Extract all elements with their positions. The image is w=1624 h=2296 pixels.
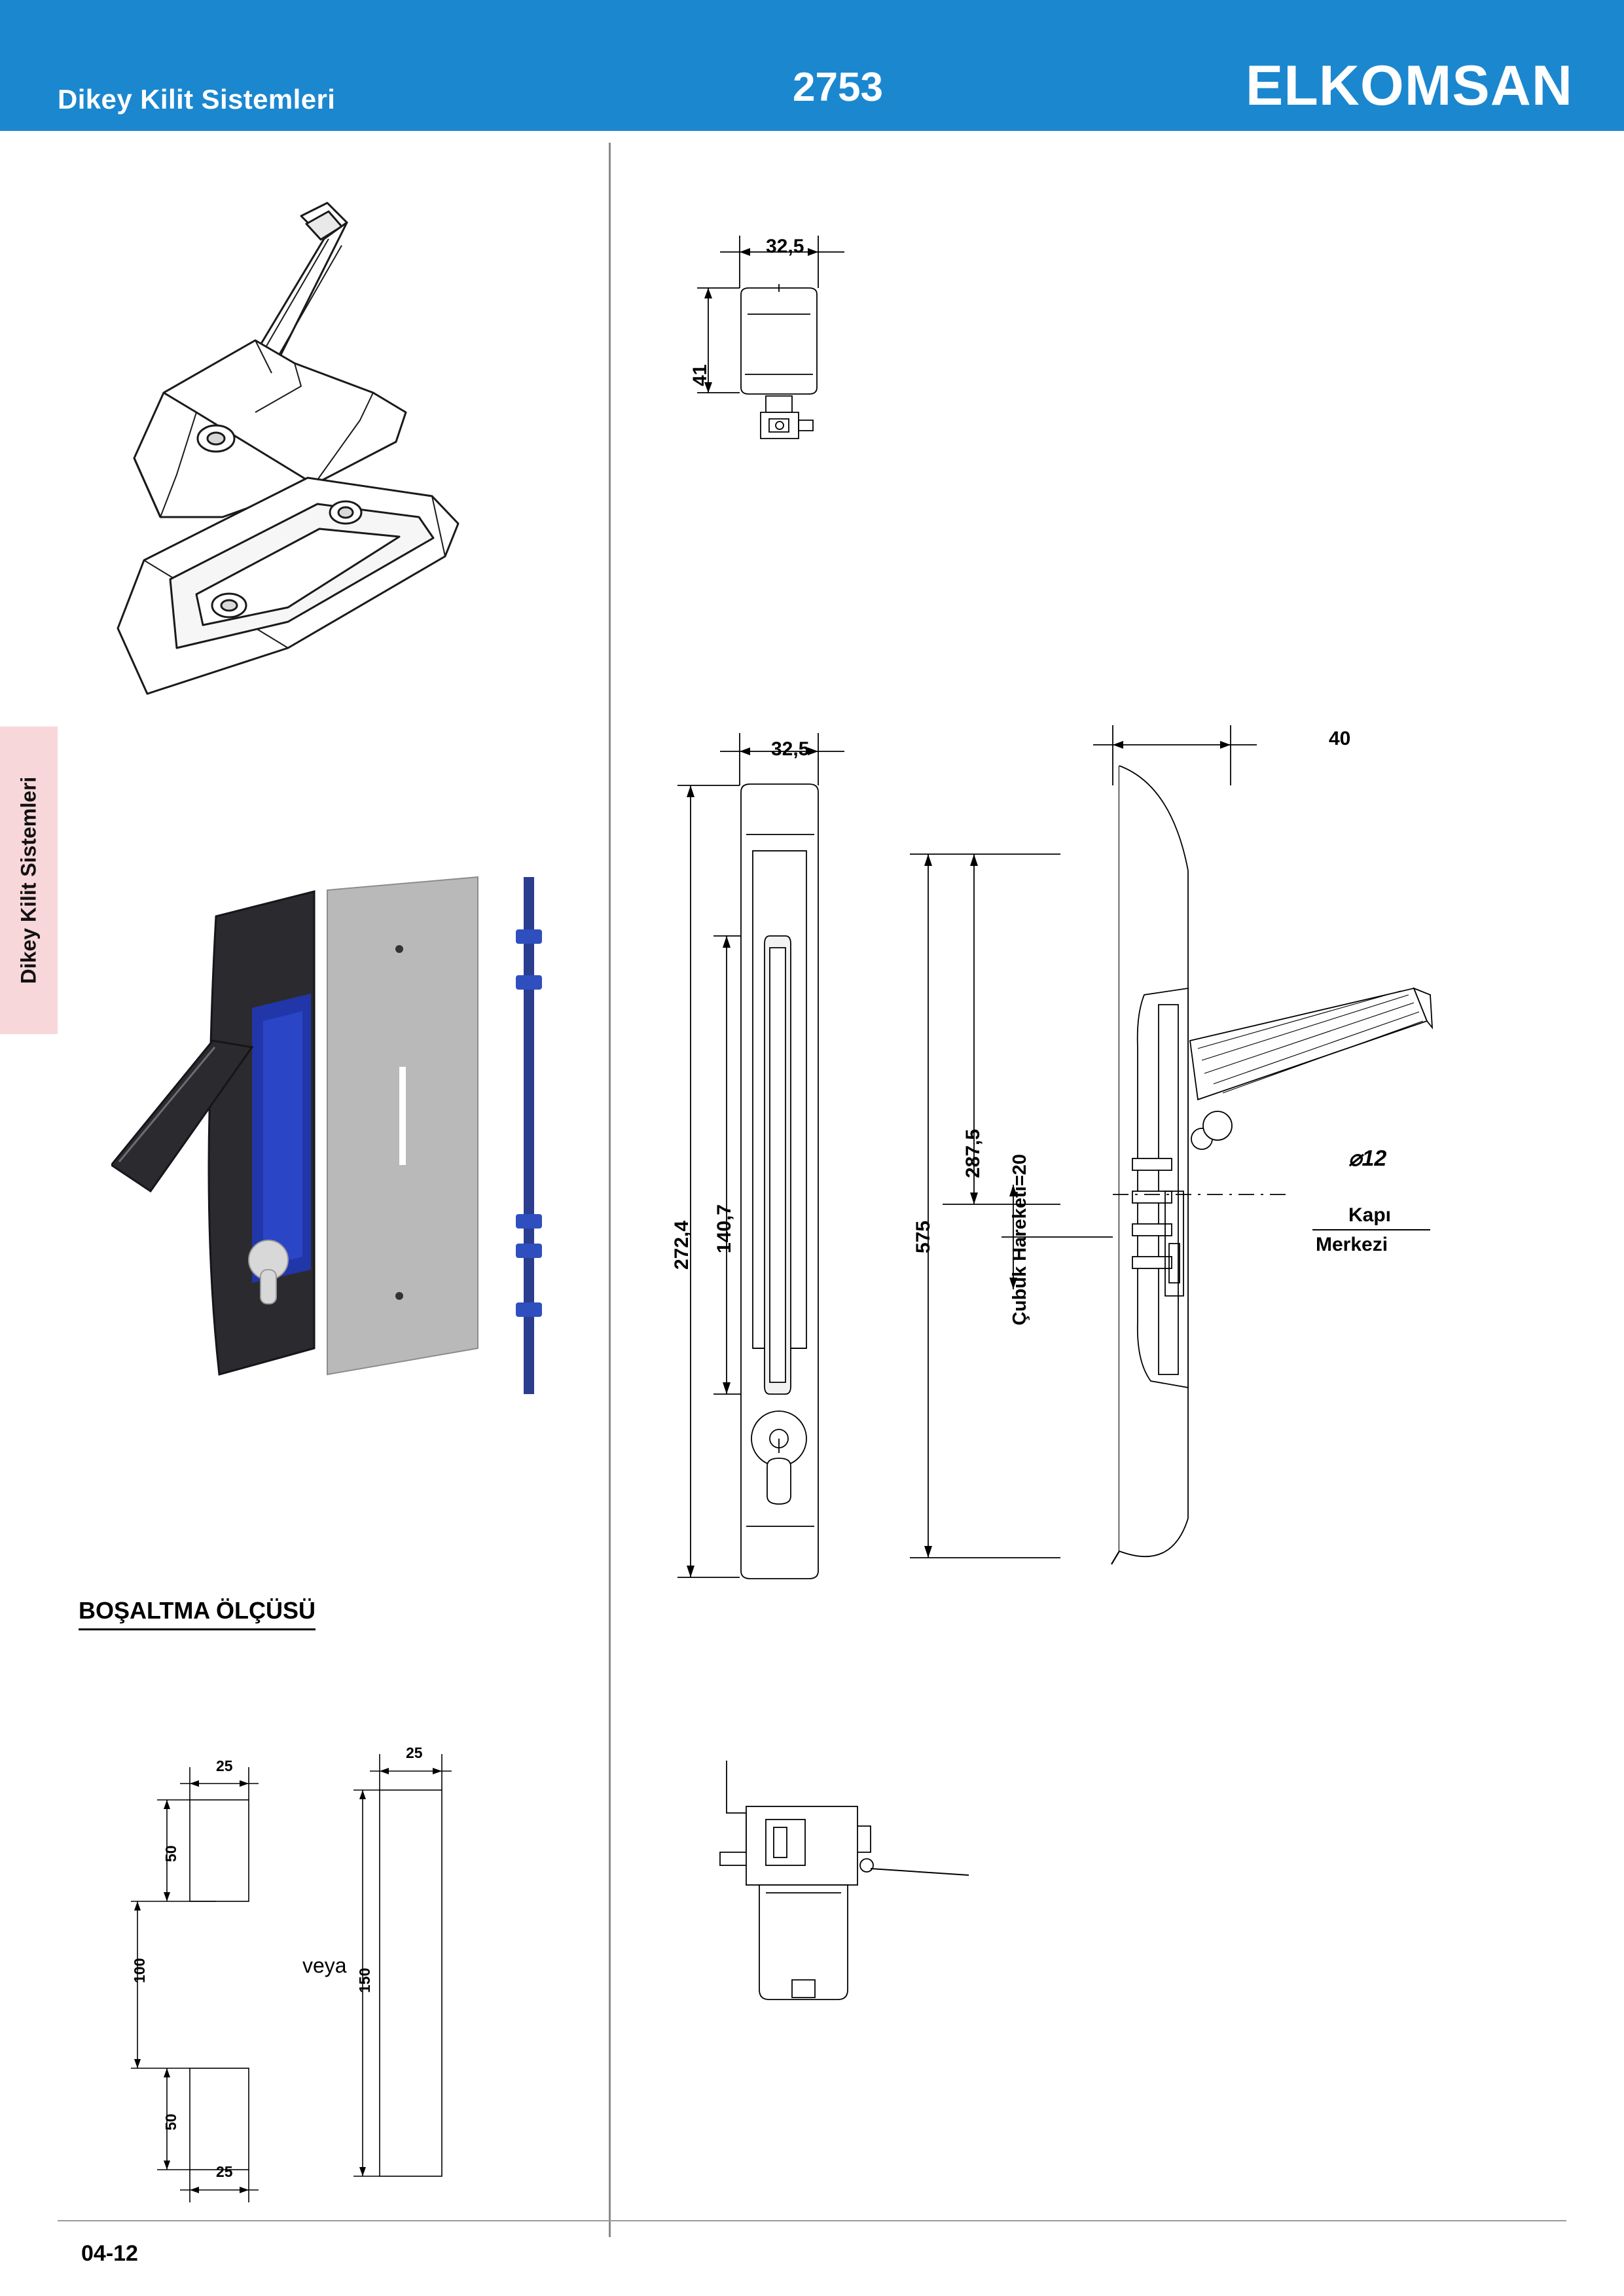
rod-travel-label: Çubuk Hareketi=20 (1009, 1154, 1030, 1325)
header-product-code: 2753 (793, 65, 883, 110)
top-view-width-label: 32,5 (766, 236, 804, 257)
cutout-width-bottom-label: 25 (216, 2163, 233, 2180)
door-center-label-line2: Merkezi (1316, 1234, 1388, 1255)
top-view-height-label: 41 (689, 364, 711, 386)
vertical-divider (609, 143, 611, 2237)
header-category-title: Dikey Kilit Sistemleri (58, 84, 336, 115)
header-brand-logo: ELKOMSAN (1245, 54, 1573, 117)
product-photo-assembly (111, 851, 596, 1401)
rod-total-label: 575 (912, 1220, 934, 1253)
side-tab (0, 726, 58, 1034)
perspective-render-closed-handle (92, 432, 602, 733)
side-depth-label: 40 (1329, 728, 1351, 749)
top-view-drawing (668, 216, 943, 556)
cutout-width-top-label: 25 (216, 1757, 233, 1774)
page-header (0, 0, 1624, 131)
front-view-width-label: 32,5 (771, 738, 810, 760)
cutout-or-label: veya (302, 1954, 347, 1977)
cutout-alt-height-label: 150 (356, 1967, 373, 1993)
cutout-height-upper-label: 50 (162, 1845, 179, 1862)
front-view-total-length-label: 272,4 (671, 1220, 693, 1270)
page-number: 04-12 (81, 2241, 138, 2266)
cutout-height-total-label: 100 (131, 1958, 148, 1983)
side-section-view-drawing (1074, 707, 1571, 1649)
hole-diameter-value: 12 (1362, 1146, 1387, 1171)
cutout-alt-width-label: 25 (406, 1744, 423, 1761)
diameter-icon: ⌀ (1348, 1146, 1362, 1171)
hole-diameter-label (1348, 1145, 1386, 1172)
side-tab-label: Dikey Kilit Sistemleri (16, 776, 41, 984)
cutout-dimension-drawing (118, 1728, 576, 2225)
door-center-underline (1312, 1229, 1430, 1230)
section-title-bosaltma: BOŞALTMA ÖLÇÜSÜ (79, 1597, 316, 1630)
cam-detail-drawing (707, 1754, 982, 2042)
rod-span-label: 287,5 (962, 1128, 984, 1178)
cutout-height-lower-label: 50 (162, 2113, 179, 2130)
front-view-slot-length-label: 140,7 (713, 1204, 735, 1253)
door-center-label-line1: Kapı (1348, 1204, 1392, 1226)
